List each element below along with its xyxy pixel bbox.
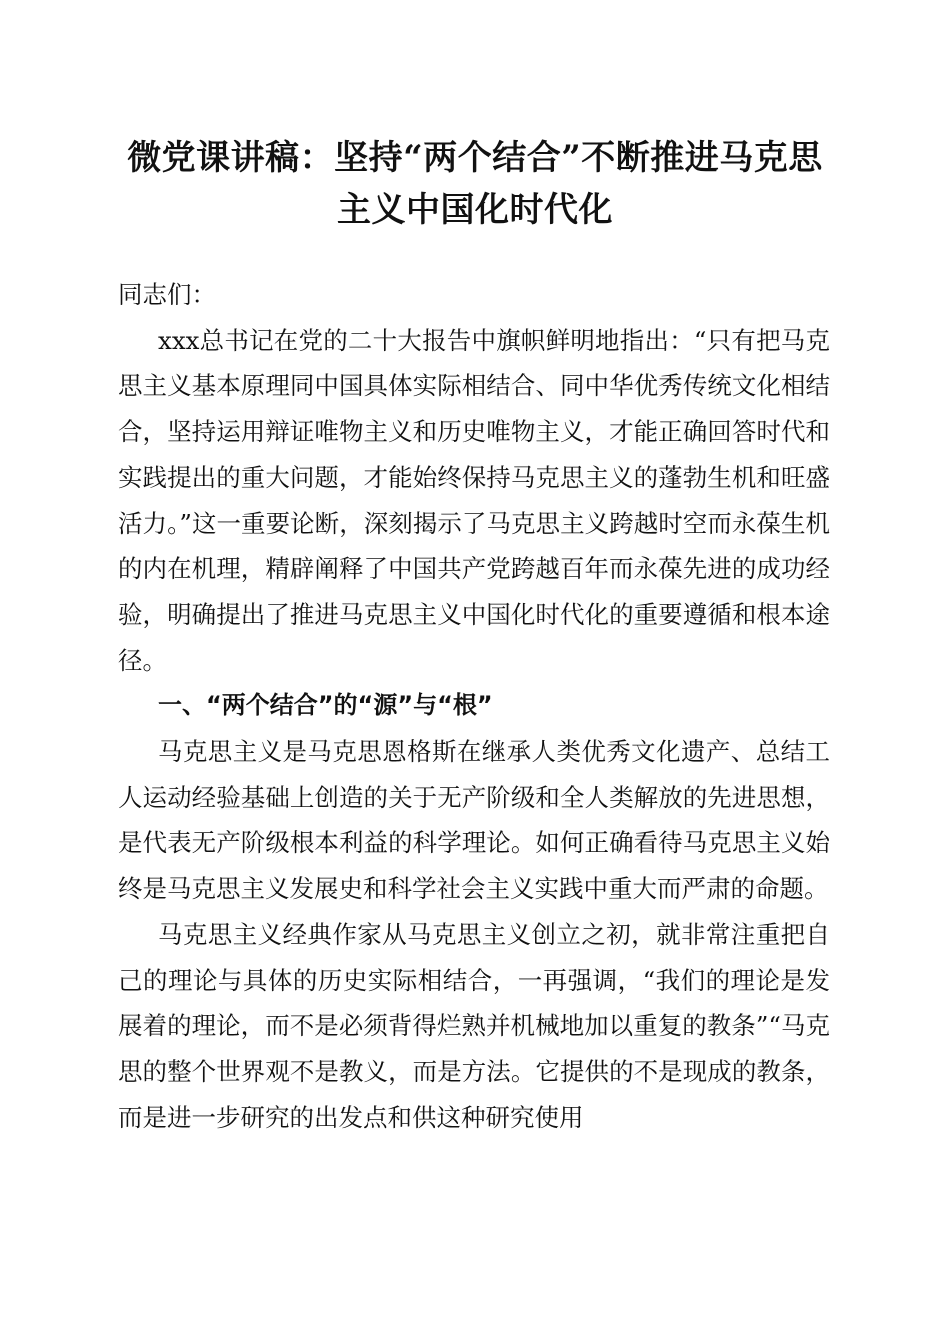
document-title: 微党课讲稿：坚持“两个结合”不断推进马克思主义中国化时代化 — [127, 138, 823, 230]
paragraph-classic-writers: 马克思主义经典作家从马克思主义创立之初，就非常注重把自己的理论与具体的历史实际相结合，一再强调，“我们的理论是发展着的理论，而不是必须背得烂熟并机械地加以重复的教条”“马克思的整个世界观不是教义，而是方法。它提供的不是现成的教条，而是进一步研究的出发点和供这种研究使用 — [118, 919, 830, 1132]
paragraph-intro: xxx总书记在党的二十大报告中旗帜鲜明地指出：“只有把马克思主义基本原理同中国具体实际相结合、同中华优秀传统文化相结合，坚持运用辩证唯物主义和历史唯物主义，才能正确回答时代和实践提出的重大问题，才能始终保持马克思主义的蓬勃生机和旺盛活力。”这一重要论断，深刻揭示了马克思主义跨越时空而永葆生机的内在机理，精辟阐释了中国共产党跨越百年而永葆先进的成功经验，明确提出了推进马克思主义中国化时代化的重要遵循和根本途径。 — [118, 325, 830, 675]
document-body — [118, 272, 830, 1140]
salutation: 同志们： — [118, 280, 216, 309]
section-heading-1: 一、“两个结合”的“源”与“根” — [158, 691, 493, 720]
paragraph-marxism-definition: 马克思主义是马克思恩格斯在继承人类优秀文化遗产、总结工人运动经验基础上创造的关于无产阶级和全人类解放的先进思想，是代表无产阶级根本利益的科学理论。如何正确看待马克思主义始终是马克思主义发展史和科学社会主义实践中重大而严肃的命题。 — [118, 737, 830, 904]
